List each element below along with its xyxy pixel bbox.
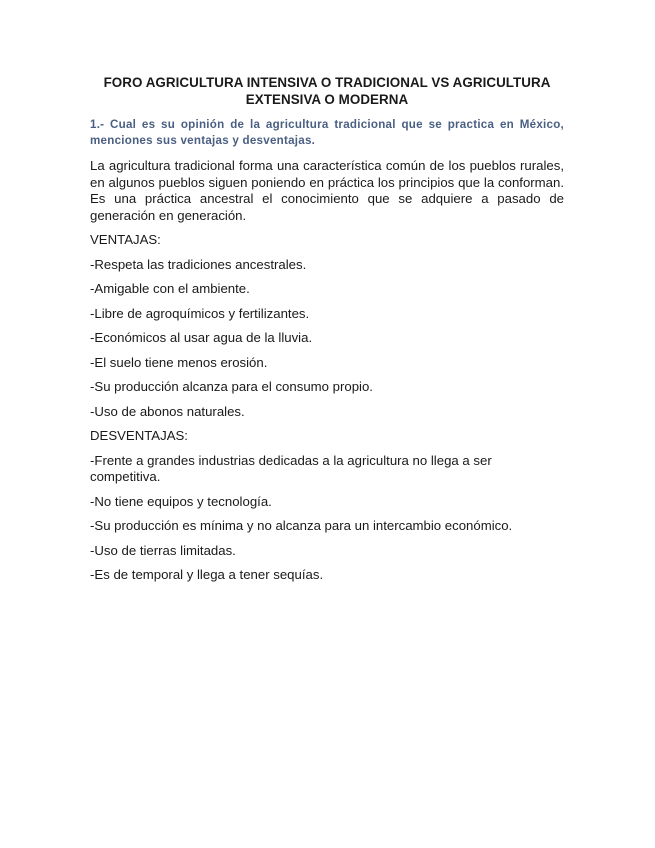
desventaja-item: -Es de temporal y llega a tener sequías. bbox=[90, 567, 324, 582]
desventajas-heading: DESVENTAJAS: bbox=[90, 428, 188, 443]
desventaja-item: -Uso de tierras limitadas. bbox=[90, 542, 236, 558]
document-title: FORO AGRICULTURA INTENSIVA O TRADICIONAL VS AGRICULTURA EXTENSIVA O MODERNA bbox=[103, 75, 551, 107]
desventaja-item: -Su producción es mínima y no alcanza para un intercambio económico. bbox=[90, 518, 513, 533]
ventaja-item: -Libre de agroquímicos y fertilizantes. bbox=[90, 305, 310, 321]
ventaja-item: -El suelo tiene menos erosión. bbox=[90, 354, 268, 370]
desventaja-item: -Frente a grandes industrias dedicadas a la agricultura no llega a ser competitiva. bbox=[90, 452, 492, 484]
ventaja-item: -Económicos al usar agua de la lluvia. bbox=[90, 330, 313, 345]
ventaja-item: -Respeta las tradiciones ancestrales. bbox=[90, 256, 307, 272]
ventaja-item: -Amigable con el ambiente. bbox=[90, 281, 250, 296]
ventaja-item: -Su producción alcanza para el consumo propio. bbox=[90, 379, 373, 394]
desventaja-item: -No tiene equipos y tecnología. bbox=[90, 493, 272, 509]
document-page bbox=[90, 74, 564, 584]
question-text: 1.- Cual es su opinión de la agricultura tradicional que se practica en México, menciones sus ventajas y desventajas. bbox=[90, 118, 564, 147]
ventajas-heading: VENTAJAS: bbox=[90, 232, 161, 247]
ventaja-item: -Uso de abonos naturales. bbox=[90, 403, 245, 419]
answer-paragraph: La agricultura tradicional forma una característica común de los pueblos rurales, en algunos pueblos siguen poniendo en práctica los principios que la conforman. Es una práctica ancestral el conocimiento que se adquiere a pasado de generación en generación. bbox=[90, 158, 564, 223]
